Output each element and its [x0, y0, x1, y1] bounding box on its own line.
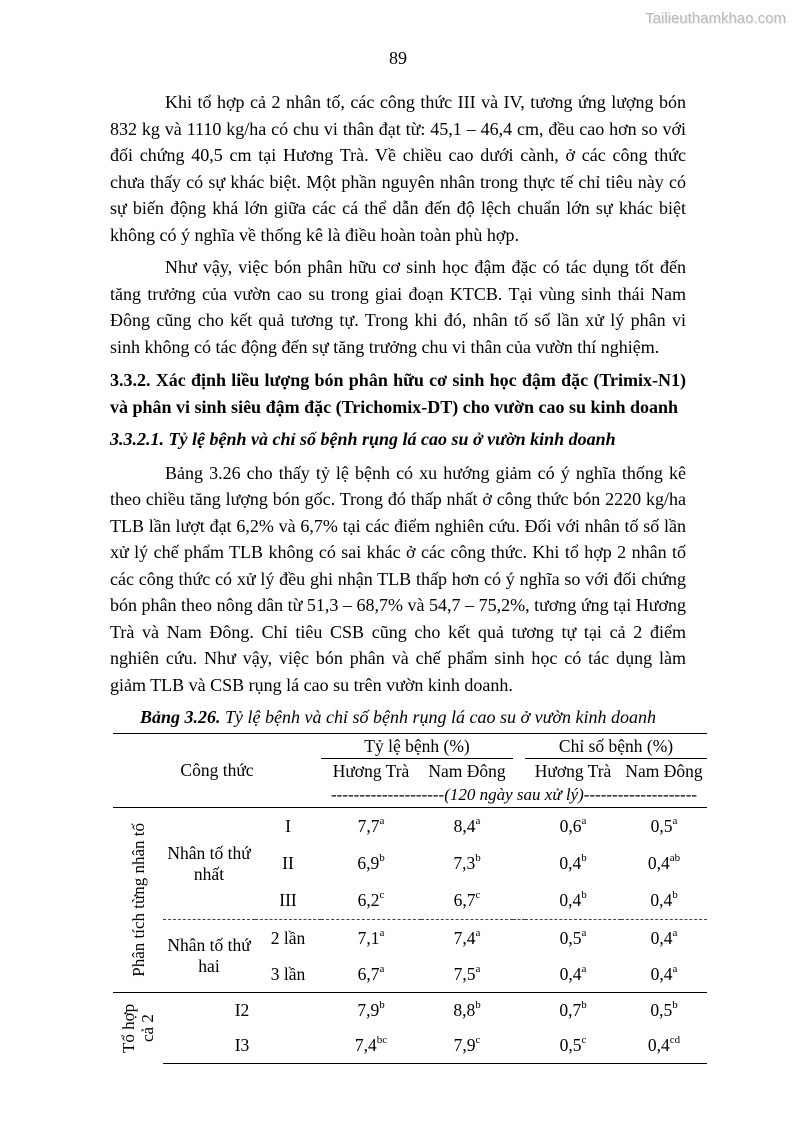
table-cell: 0,5$^a$: [650, 815, 678, 836]
table-caption-label: Bảng 3.26.: [140, 707, 221, 727]
table-cell: 0,4$^b$: [650, 889, 678, 910]
subheader-huong-tra-csb: Hương Trà: [534, 760, 612, 781]
table-cell: 0,4$^a$: [621, 920, 707, 957]
treatment-label: I3: [163, 1028, 321, 1064]
table-cell: 6,7$^a$: [357, 962, 385, 984]
cell-spacer: [513, 882, 525, 920]
header-spacer: [513, 759, 525, 784]
header-cong-thuc: Công thức: [113, 734, 321, 808]
cell-spacer: [513, 845, 525, 882]
subheader-nam-dong-csb: Nam Đông: [625, 760, 703, 781]
page-number: 89: [389, 48, 407, 68]
table-caption-text: Tỷ lệ bệnh và chỉ số bệnh rụng lá cao su ở vườn kinh doanh: [220, 707, 656, 727]
paragraph-bang-326-analysis: Bảng 3.26 cho thấy tỷ lệ bệnh có xu hướng giảm có ý nghĩa thống kê theo chiều tăng lượng bón gốc. Trong đó thấp nhất ở công thức bón 2220 kg/ha TLB lần lượt đạt 6,2% và 6,7% tại các điểm nghiên cứu. Đối với nhân tố số lần xử lý chế phẩm TLB không có sai khác ở các công thức. Khi tổ hợp 2 nhân tố các công thức có xử lý đều ghi nhận TLB thấp hơn có ý nghĩa so với đối chứng bón phân theo nông dân từ 51,3 – 68,7% và 54,7 – 75,2%, tương ứng tại Hương Trà và Nam Đông. Chỉ tiêu CSB cũng cho kết quả tương tự tại cả 2 điểm nghiên cứu. Như vậy, việc bón phân và chế phẩm sinh học có tác dụng làm giảm TLB và CSB rụng lá cao su trên vườn kinh doanh.: [110, 462, 686, 695]
table-cell: 6,7$^c$: [453, 889, 481, 910]
table-cell: 0,5$^c$: [525, 1028, 621, 1064]
paragraph-nhu-vay-ktcb: Như vậy, việc bón phân hữu cơ sinh học đậm đặc có tác dụng tốt đến tăng trưởng của vườn cao su trong giai đoạn KTCB. Tại vùng sinh thái Nam Đông cũng cho kết quả tương tự. Trong khi đó, nhân tố số lần xử lý phân vi sinh không có tác động đến sự tăng trưởng chu vi thân của vườn thí nghiệm.: [110, 257, 686, 357]
table-cell: 7,7$^a$: [357, 815, 385, 836]
watermark: Tailieuthamkhao.com: [645, 10, 786, 27]
table-cell: 8,8$^b$: [421, 993, 513, 1029]
cell-spacer: [513, 956, 525, 993]
table-cell: 7,4$^{bc}$: [321, 1028, 421, 1064]
paragraph-chu-vi-than: Khi tổ hợp cả 2 nhân tố, các công thức III và IV, tương ứng lượng bón 832 kg và 1110 kg/ha có chu vi thân đạt từ: 45,1 – 46,4 cm, đều cao hơn so với đối chứng 40,5 cm tại Hương Trà. Về chiều cao dưới cành, ở các công thức chưa thấy có sự khác biệt. Một phần nguyên nhân trong thực tế chỉ tiêu này có sự biến động khá lớn giữa các cá thể dẫn đến độ lệch chuẩn lớn sự khác biệt không có ý nghĩa về thống kê là điều hoàn toàn phù hợp.: [110, 92, 686, 245]
treatment-label: 2 lần: [255, 920, 321, 957]
treatment-label: 3 lần: [270, 963, 306, 984]
group-label-nhan-to-2: Nhân tố thứ hai: [163, 920, 255, 993]
table-cell: 8,4$^a$: [453, 815, 481, 836]
table-cell: 0,7$^b$: [525, 993, 621, 1029]
cell-spacer: [513, 808, 525, 846]
treatment-label: I2: [163, 993, 321, 1029]
table-cell: 0,6$^a$: [559, 815, 587, 836]
heading-3-3-2: 3.3.2. Xác định liều lượng bón phân hữu cơ sinh học đậm đặc (Trimix-N1) và phân vi sinh siêu đậm đặc (Trichomix-DT) cho vườn cao su kinh doanh: [110, 370, 686, 417]
table-cell: 7,4$^a$: [421, 920, 513, 957]
side-label-phan-tich: Phân tích từng nhân tố: [128, 823, 148, 977]
cell-spacer: [513, 993, 525, 1029]
table-cell: 0,4$^a$: [559, 962, 587, 984]
table-cell: 0,4$^{ab}$: [647, 852, 681, 873]
table-cell: 6,2$^c$: [357, 889, 385, 910]
table-cell: 7,5$^a$: [453, 962, 481, 984]
page-content: [110, 48, 703, 1064]
subheader-nam-dong-tlb: Nam Đông: [428, 760, 506, 781]
table-cell: 0,4$^a$: [650, 962, 678, 984]
disease-rate-table: [113, 733, 707, 1064]
header-spacer: [513, 734, 525, 759]
cell-spacer: [513, 1028, 525, 1064]
table-cell: 0,5$^a$: [525, 920, 621, 957]
header-ty-le-benh: Tỷ lệ bệnh (%): [321, 734, 513, 759]
timing-note: --------------------(120 ngày sau xử lý)--------------------: [321, 783, 707, 808]
group-label-nhan-to-1: Nhân tố thứ nhất: [167, 842, 251, 884]
treatment-label: II: [282, 853, 294, 873]
table-cell: 0,4$^b$: [559, 852, 587, 873]
table-caption: [110, 707, 686, 728]
table-cell: 0,4$^b$: [559, 889, 587, 910]
subheader-huong-tra-tlb: Hương Trà: [332, 760, 410, 781]
header-chi-so-benh: Chỉ số bệnh (%): [525, 734, 707, 759]
table-cell: 7,1$^a$: [321, 920, 421, 957]
side-label-to-hop: Tổ hợp cả 2: [113, 993, 163, 1064]
table-cell: 7,3$^b$: [453, 852, 481, 873]
treatment-label: I: [285, 816, 291, 836]
heading-3-3-2-1: 3.3.2.1. Tỷ lệ bệnh và chỉ số bệnh rụng lá cao su ở vườn kinh doanh: [110, 429, 616, 449]
cell-spacer: [513, 920, 525, 957]
treatment-label: III: [279, 890, 297, 910]
table-cell: 0,4$^{cd}$: [621, 1028, 707, 1064]
table-cell: 0,5$^b$: [621, 993, 707, 1029]
table-cell: 7,9$^b$: [321, 993, 421, 1029]
table-cell: 6,9$^b$: [357, 852, 385, 873]
table-cell: 7,9$^c$: [421, 1028, 513, 1064]
